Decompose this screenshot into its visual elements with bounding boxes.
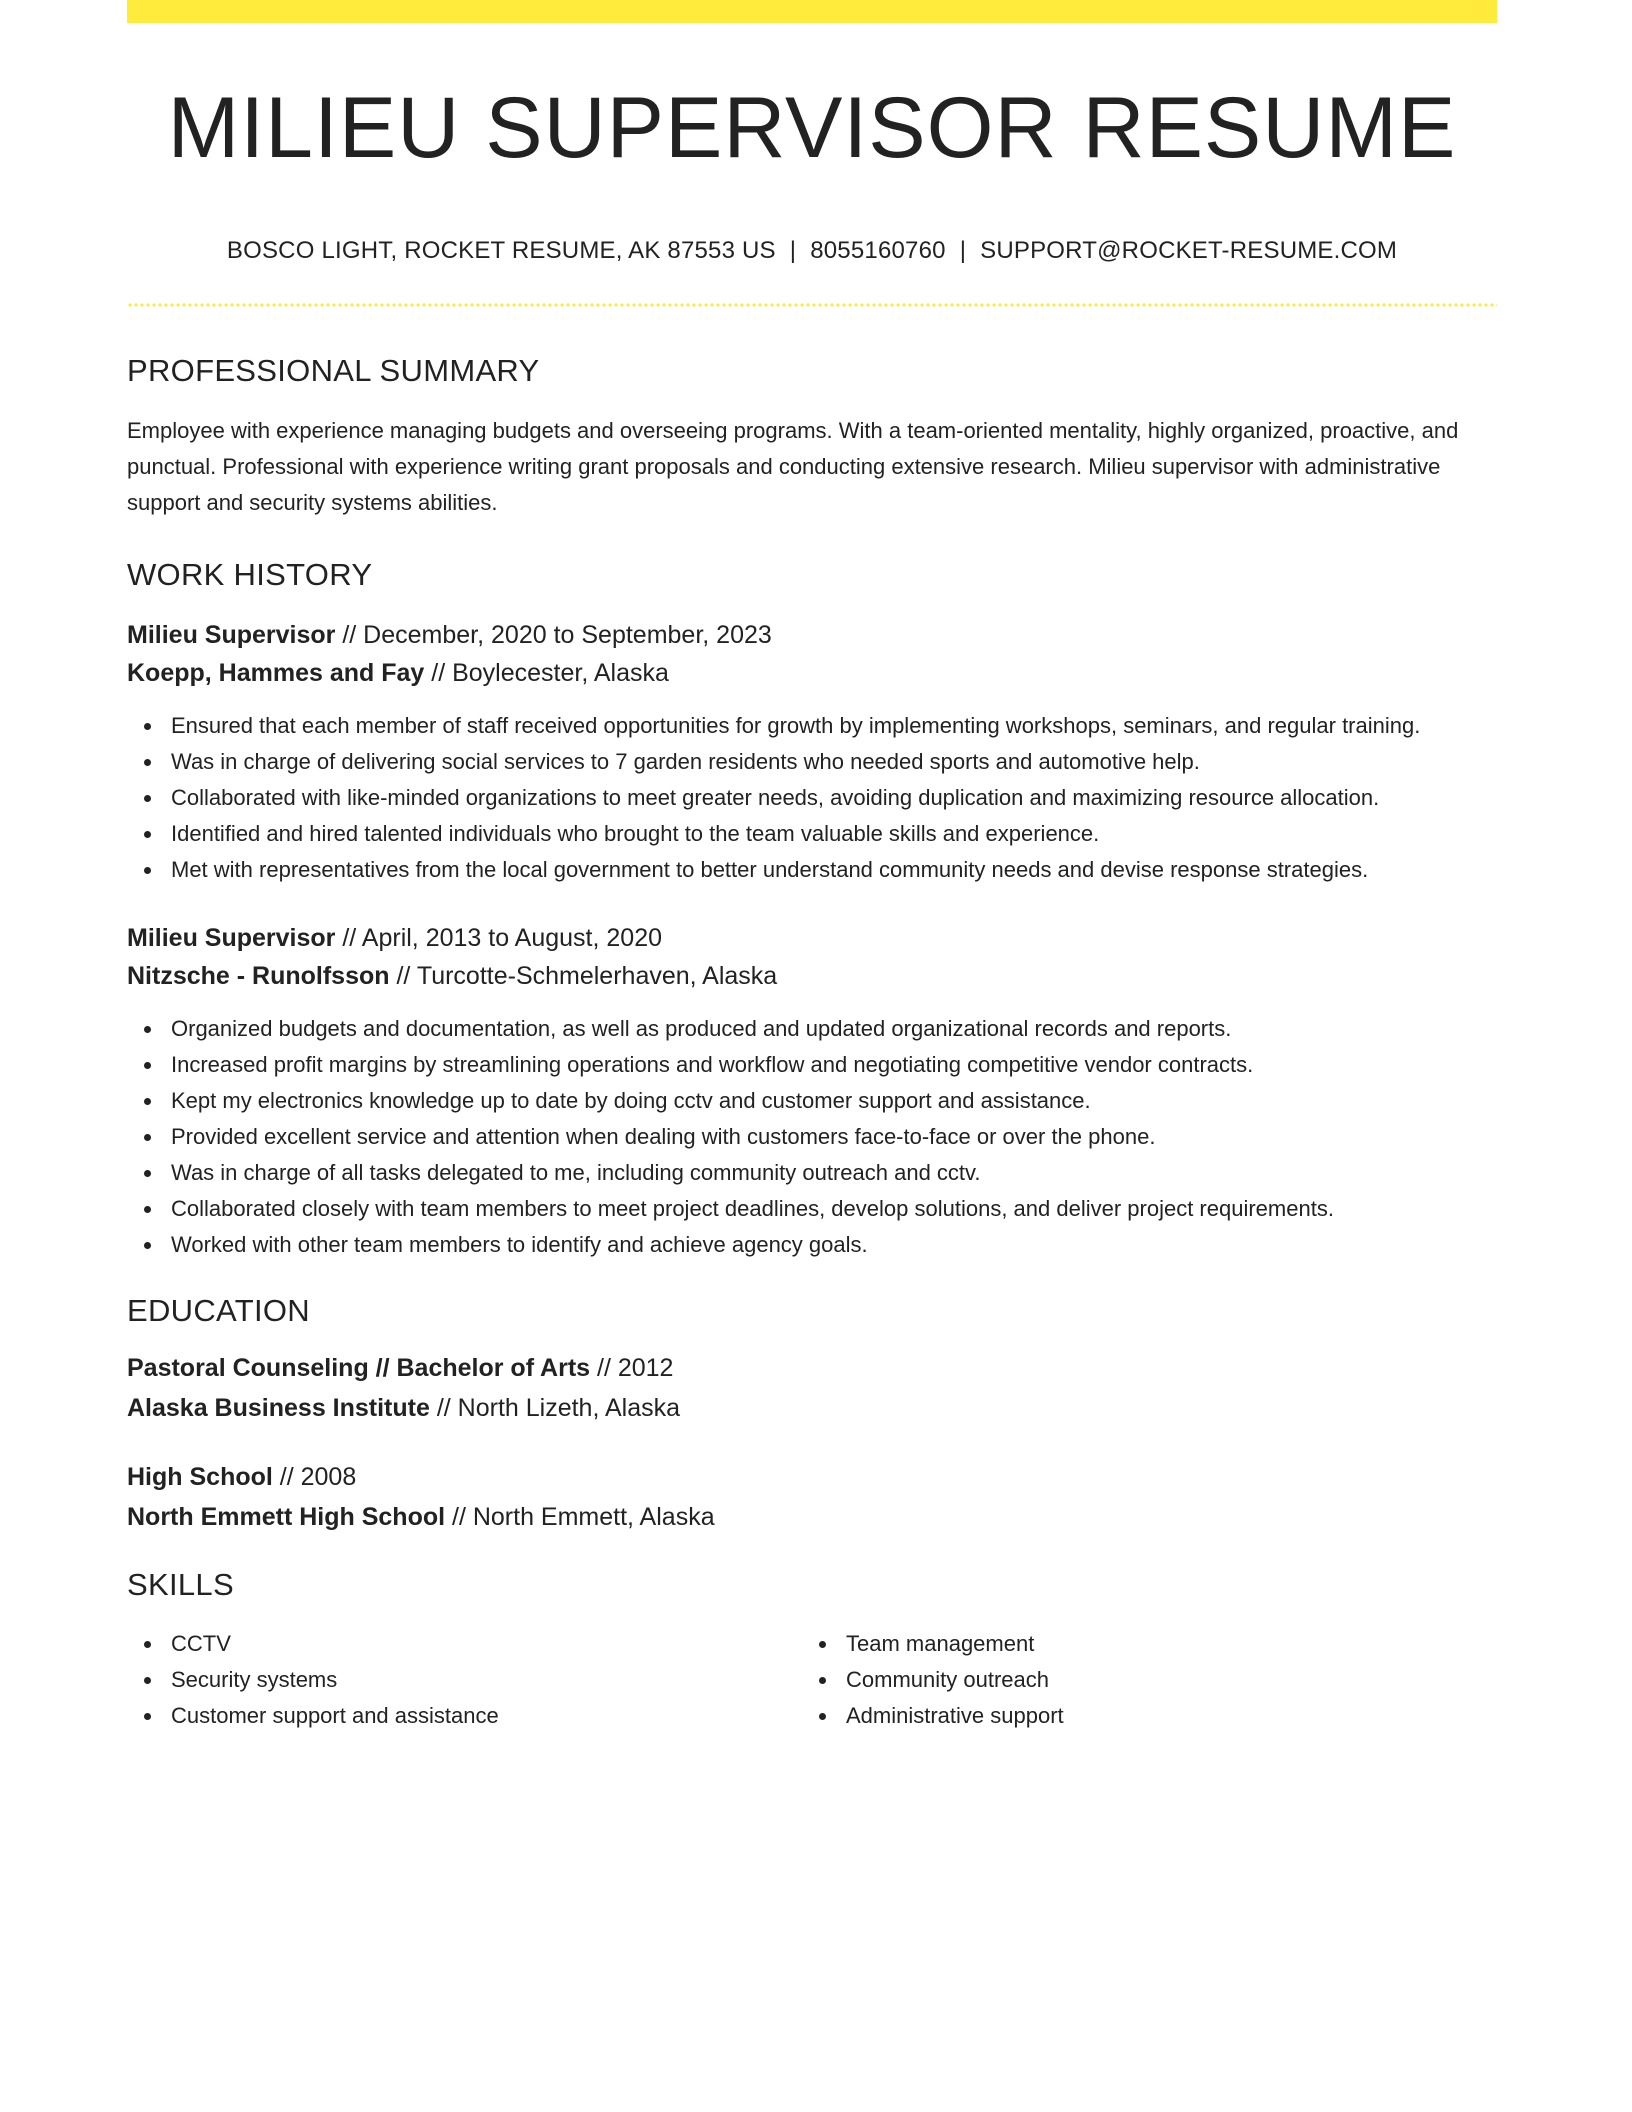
bullet-icon — [144, 1206, 151, 1213]
job-company-line — [127, 654, 1497, 692]
contact-email: SUPPORT@ROCKET-RESUME.COM — [980, 237, 1398, 264]
education-school: Alaska Business Institute — [127, 1394, 430, 1422]
education-degree-line — [127, 1457, 1497, 1497]
job-title-line — [127, 616, 1497, 654]
contact-separator: | — [789, 237, 797, 264]
bullet-icon — [144, 1062, 151, 1069]
education-school-line — [127, 1388, 1497, 1428]
bullet-icon — [144, 1641, 151, 1648]
job-title-line — [127, 919, 1497, 957]
education-location: // North Emmett, Alaska — [445, 1503, 715, 1531]
education-entry — [127, 1457, 1497, 1537]
education-year: // 2008 — [272, 1463, 357, 1491]
skills-list-left — [127, 1626, 802, 1734]
bullet-icon — [144, 1026, 151, 1033]
education-year: // 2012 — [590, 1354, 674, 1382]
bullet-icon — [144, 723, 151, 730]
education-school-line — [127, 1497, 1497, 1537]
job-entry — [127, 616, 1497, 888]
work-history-heading: WORK HISTORY — [127, 557, 373, 592]
list-item: Was in charge of all tasks delegated to me, including community outreach and cctv. — [127, 1155, 1497, 1191]
job-bullets — [127, 1011, 1497, 1263]
list-item: Collaborated closely with team members to meet project deadlines, develop solutions, and deliver project requirements. — [127, 1191, 1497, 1227]
list-item: Organized budgets and documentation, as well as produced and updated organizational records and reports. — [127, 1011, 1497, 1047]
skill-item: Community outreach — [802, 1662, 1477, 1698]
bullet-icon — [144, 831, 151, 838]
job-company: Koepp, Hammes and Fay — [127, 659, 425, 687]
bullet-icon — [144, 1677, 151, 1684]
job-location: // Boylecester, Alaska — [424, 659, 669, 687]
job-dates: // December, 2020 to September, 2023 — [335, 621, 772, 649]
bullet-icon — [144, 1713, 151, 1720]
job-location: // Turcotte-Schmelerhaven, Alaska — [389, 962, 778, 990]
list-item: Met with representatives from the local government to better understand community needs and devise response strategies. — [127, 852, 1497, 888]
bullet-icon — [144, 1242, 151, 1249]
bullet-icon — [144, 795, 151, 802]
bullet-icon — [819, 1641, 826, 1648]
education-degree: Pastoral Counseling // Bachelor of Arts — [127, 1354, 591, 1382]
bullet-icon — [144, 867, 151, 874]
education-location: // North Lizeth, Alaska — [429, 1394, 681, 1422]
summary-text: Employee with experience managing budgets and overseeing programs. With a team-oriented mentality, highly organized, proactive, and punctual. Professional with experience writing grant proposals and conducting extensive research. Milieu supervisor with administrative support and security systems abilities. — [127, 418, 1459, 515]
dotted-divider — [127, 303, 1497, 307]
summary-heading: PROFESSIONAL SUMMARY — [127, 353, 540, 388]
skill-item: Security systems — [127, 1662, 802, 1698]
job-dates: // April, 2013 to August, 2020 — [335, 924, 663, 952]
job-entry — [127, 919, 1497, 1263]
education-entry — [127, 1348, 1497, 1428]
contact-phone: 8055160760 — [810, 237, 946, 264]
resume-title: MILIEU SUPERVISOR RESUME — [167, 80, 1457, 176]
list-item: Identified and hired talented individuals who brought to the team valuable skills and experience. — [127, 816, 1497, 852]
education-degree: High School — [127, 1463, 273, 1491]
list-item: Collaborated with like-minded organizations to meet greater needs, avoiding duplication and maximizing resource allocation. — [127, 780, 1497, 816]
contact-address: BOSCO LIGHT, ROCKET RESUME, AK 87553 US — [226, 237, 776, 264]
skill-item: CCTV — [127, 1626, 802, 1662]
education-degree-line — [127, 1348, 1497, 1388]
bullet-icon — [144, 1098, 151, 1105]
list-item: Worked with other team members to identify and achieve agency goals. — [127, 1227, 1497, 1263]
list-item: Kept my electronics knowledge up to date by doing cctv and customer support and assistance. — [127, 1083, 1497, 1119]
list-item: Provided excellent service and attention when dealing with customers face-to-face or over the phone. — [127, 1119, 1497, 1155]
job-title: Milieu Supervisor — [127, 924, 336, 952]
top-accent-bar — [127, 0, 1497, 23]
list-item: Was in charge of delivering social services to 7 garden residents who needed sports and automotive help. — [127, 744, 1497, 780]
skill-item: Team management — [802, 1626, 1477, 1662]
skill-item: Customer support and assistance — [127, 1698, 802, 1734]
skills-list-right — [802, 1626, 1477, 1734]
bullet-icon — [144, 759, 151, 766]
job-title: Milieu Supervisor — [127, 621, 336, 649]
job-company-line — [127, 957, 1497, 995]
skill-item: Administrative support — [802, 1698, 1477, 1734]
contact-separator: | — [959, 237, 967, 264]
bullet-icon — [144, 1170, 151, 1177]
education-school: North Emmett High School — [127, 1503, 446, 1531]
skills-heading: SKILLS — [127, 1567, 234, 1602]
contact-line — [127, 239, 1497, 263]
resume-page — [127, 0, 1497, 1734]
job-bullets — [127, 708, 1497, 888]
education-heading: EDUCATION — [127, 1293, 310, 1328]
list-item: Ensured that each member of staff received opportunities for growth by implementing workshops, seminars, and regular training. — [127, 708, 1497, 744]
bullet-icon — [819, 1713, 826, 1720]
bullet-icon — [819, 1677, 826, 1684]
job-company: Nitzsche - Runolfsson — [127, 962, 390, 990]
bullet-icon — [144, 1134, 151, 1141]
list-item: Increased profit margins by streamlining operations and workflow and negotiating competitive vendor contracts. — [127, 1047, 1497, 1083]
skills-columns — [127, 1626, 1497, 1734]
